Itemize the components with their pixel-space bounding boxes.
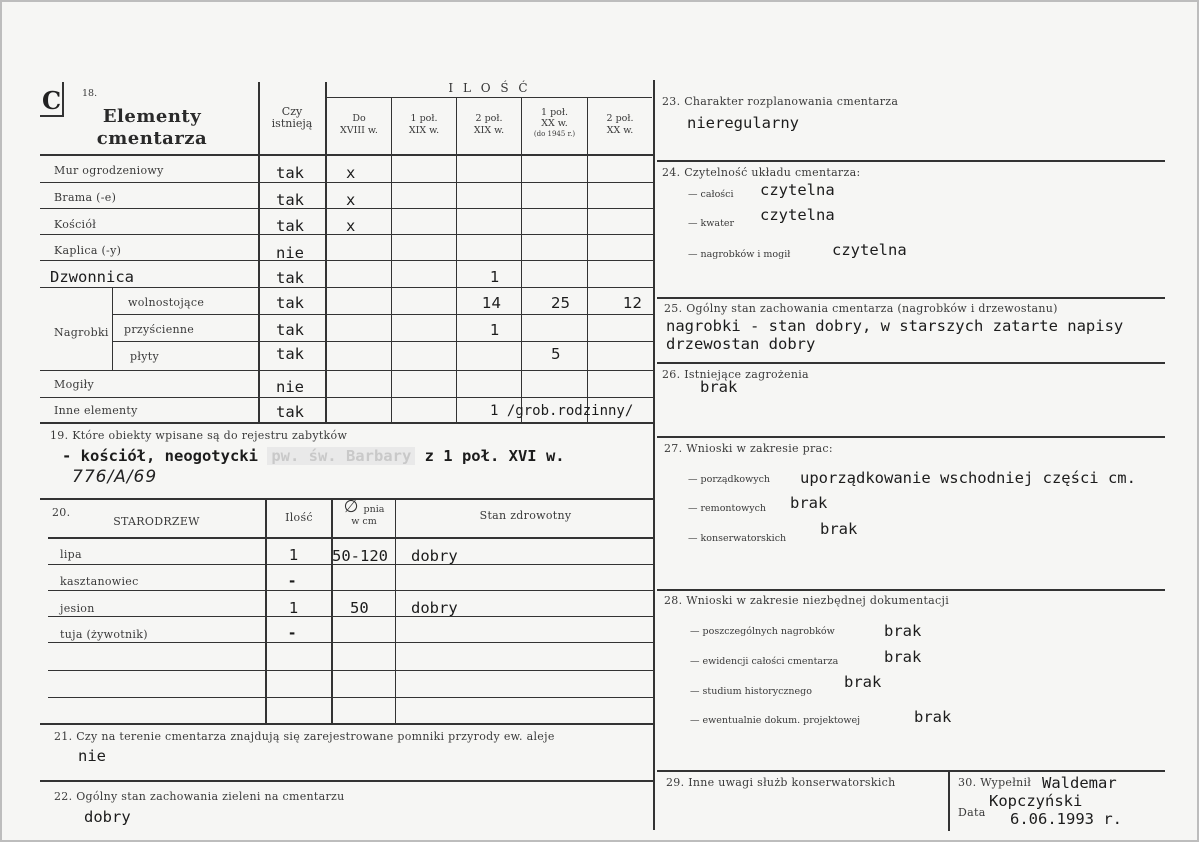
- item-value: czytelna: [760, 181, 835, 199]
- period-header: 1 poł. XIX w.: [408, 113, 440, 136]
- row-label: płyty: [130, 350, 159, 363]
- item-value: brak: [914, 708, 952, 726]
- register-number: 776/A/69: [72, 467, 158, 487]
- exists-value: tak: [276, 269, 304, 287]
- item-label: — ewidencji całości cmentarza: [690, 656, 839, 667]
- divider: [112, 341, 654, 342]
- tree-name: tuja (żywotnik): [60, 628, 148, 641]
- exists-value: tak: [276, 294, 304, 312]
- item-value: czytelna: [832, 241, 907, 259]
- tree-diameter: 50-120: [332, 547, 388, 565]
- section-21-label: 21. Czy na terenie cmentarza znajdują się zarejestrowane pomniki przyrody ew. aleje: [54, 730, 555, 743]
- item-value: brak: [820, 520, 858, 538]
- divider: [657, 770, 1165, 772]
- faded-text: pw. św. Barbary: [267, 447, 415, 465]
- tree-health: dobry: [411, 547, 458, 565]
- row-label: Inne elementy: [54, 404, 138, 417]
- section-letter: C: [42, 86, 62, 115]
- exists-value: tak: [276, 345, 304, 363]
- divider: [657, 160, 1165, 162]
- divider: [657, 297, 1165, 299]
- item-value: brak: [790, 494, 828, 512]
- col-name-header: STARODRZEW: [113, 515, 200, 528]
- row-label: wolnostojące: [128, 296, 205, 309]
- period-header: 1 poł. XX w. (do 1945 r.): [533, 107, 576, 138]
- row-label: Brama (-e): [54, 191, 117, 204]
- quantity-value: 12: [623, 294, 643, 312]
- divider: [40, 397, 654, 398]
- quantity-value: x: [346, 164, 356, 182]
- tree-name: lipa: [60, 548, 82, 561]
- divider: [40, 780, 654, 782]
- divider: [40, 115, 62, 117]
- item-label: — kwater: [688, 218, 735, 229]
- divider: [62, 82, 64, 117]
- quantity-value: x: [346, 217, 356, 235]
- section-22-value: dobry: [84, 808, 131, 826]
- divider: [48, 697, 654, 698]
- tree-name: jesion: [60, 602, 95, 615]
- period-header: 2 poł. XIX w.: [473, 113, 505, 136]
- exists-value: tak: [276, 164, 304, 182]
- divider: [653, 80, 655, 830]
- section-26-label: 26. Istniejące zagrożenia: [662, 368, 809, 381]
- divider: [40, 422, 654, 424]
- section-title-line2: cmentarza: [96, 128, 208, 149]
- col-health-header: Stan zdrowotny: [479, 509, 572, 522]
- item-label: — remontowych: [688, 503, 767, 514]
- item-value: brak: [884, 648, 922, 666]
- tree-count: 1: [289, 599, 299, 617]
- tree-health: dobry: [411, 599, 458, 617]
- item-label: — konserwatorskich: [688, 533, 787, 544]
- divider: [331, 499, 333, 723]
- quantity-value: 1: [490, 268, 500, 286]
- filled-date: 6.06.1993 r.: [1010, 810, 1122, 828]
- section-25-label: 25. Ogólny stan zachowania cmentarza (nagrobków i drzewostanu): [664, 302, 1058, 315]
- item-label: — całości: [688, 189, 734, 200]
- divider: [395, 499, 396, 723]
- section-26-value: brak: [700, 378, 738, 396]
- section-19-label: 19. Które obiekty wpisane są do rejestru zabytków: [50, 429, 348, 442]
- divider: [112, 287, 113, 370]
- row-label: Kaplica (-y): [54, 244, 122, 257]
- divider: [48, 537, 654, 539]
- divider: [112, 314, 654, 315]
- tree-name: kasztanowiec: [60, 575, 139, 588]
- section-29-label: 29. Inne uwagi służb konserwatorskich: [666, 776, 896, 789]
- section-24-label: 24. Czytelność układu cmentarza:: [662, 166, 861, 179]
- quantity-value: 5: [551, 345, 561, 363]
- filled-by-name: Waldemar: [1042, 774, 1117, 792]
- section-25-value: drzewostan dobry: [666, 335, 816, 353]
- divider: [948, 771, 950, 831]
- section-23-value: nieregularny: [687, 114, 799, 132]
- col-count-header: Ilość: [285, 511, 313, 524]
- section-21-value: nie: [78, 747, 106, 765]
- period-header: Do XVIII w.: [340, 113, 378, 136]
- divider: [40, 154, 654, 156]
- item-value: brak: [844, 673, 882, 691]
- date-label: Data: [958, 806, 986, 819]
- item-label: — nagrobków i mogił: [688, 249, 791, 260]
- item-label: — poszczególnych nagrobków: [690, 626, 835, 637]
- section-title: [72, 106, 232, 150]
- tree-count: -: [289, 572, 296, 590]
- divider: [40, 287, 654, 288]
- item-label: — ewentualnie dokum. projektowej: [690, 715, 861, 726]
- item-value: brak: [884, 622, 922, 640]
- item-label: — studium historycznego: [690, 686, 812, 697]
- divider: [40, 723, 654, 725]
- divider: [48, 590, 654, 591]
- divider: [40, 260, 654, 261]
- row-label: Mur ogrodzeniowy: [54, 164, 164, 177]
- exists-value: tak: [276, 217, 304, 235]
- exists-value: tak: [276, 191, 304, 209]
- quantity-value: 25: [551, 294, 571, 312]
- section-number: 18.: [82, 88, 98, 99]
- exists-value: tak: [276, 403, 304, 421]
- section-23-label: 23. Charakter rozplanowania cmentarza: [662, 95, 899, 108]
- item-value: czytelna: [760, 206, 835, 224]
- quantity-header: I L O Ś Ć: [448, 81, 531, 95]
- row-label: Kościół: [54, 218, 97, 231]
- divider: [657, 589, 1165, 591]
- quantity-value: 14: [482, 294, 502, 312]
- divider: [48, 642, 654, 643]
- exists-value: nie: [276, 244, 304, 262]
- row-label: Nagrobki: [54, 326, 109, 339]
- section-25-value: nagrobki - stan dobry, w starszych zatarte napisy: [666, 317, 1124, 335]
- record-card: [2, 2, 1197, 840]
- item-value: uporządkowanie wschodniej części cm.: [800, 469, 1136, 487]
- section-28-label: 28. Wnioski w zakresie niezbędnej dokumentacji: [664, 594, 950, 607]
- item-label: — porządkowych: [688, 474, 771, 485]
- tree-count: -: [289, 624, 296, 642]
- section-22-label: 22. Ogólny stan zachowania zieleni na cmentarzu: [54, 790, 345, 803]
- filled-by-surname: Kopczyński: [989, 792, 1083, 810]
- section-30-label: 30. Wypełnił: [958, 776, 1032, 789]
- quantity-value: 1 /grob.rodzinny/: [490, 403, 634, 419]
- row-label: przyścienne: [124, 323, 195, 336]
- exists-value: tak: [276, 321, 304, 339]
- divider: [258, 82, 260, 422]
- divider: [657, 362, 1165, 364]
- exists-value: nie: [276, 378, 304, 396]
- section-20-number: 20.: [52, 506, 71, 519]
- tree-count: 1: [289, 546, 299, 564]
- row-label: Mogiły: [54, 378, 95, 391]
- period-header: 2 poł. XX w.: [606, 113, 634, 136]
- divider: [657, 436, 1165, 438]
- tree-diameter: 50: [350, 599, 369, 617]
- divider: [40, 370, 654, 371]
- divider: [265, 499, 267, 723]
- divider: [325, 97, 652, 98]
- quantity-value: 1: [490, 321, 500, 339]
- quantity-value: x: [346, 191, 356, 209]
- section-19-value: - kościół, neogotycki pw. św. Barbary z 1 poł. XVI w.: [62, 447, 565, 465]
- row-label: Dzwonnica: [50, 268, 134, 286]
- divider: [48, 670, 654, 671]
- exists-header: Czy istnieją: [271, 105, 313, 130]
- section-27-label: 27. Wnioski w zakresie prac:: [664, 442, 833, 455]
- col-diam-header: ∅ pnia w cm: [343, 497, 385, 527]
- divider: [40, 182, 654, 183]
- section-title-line1: Elementy: [102, 106, 202, 127]
